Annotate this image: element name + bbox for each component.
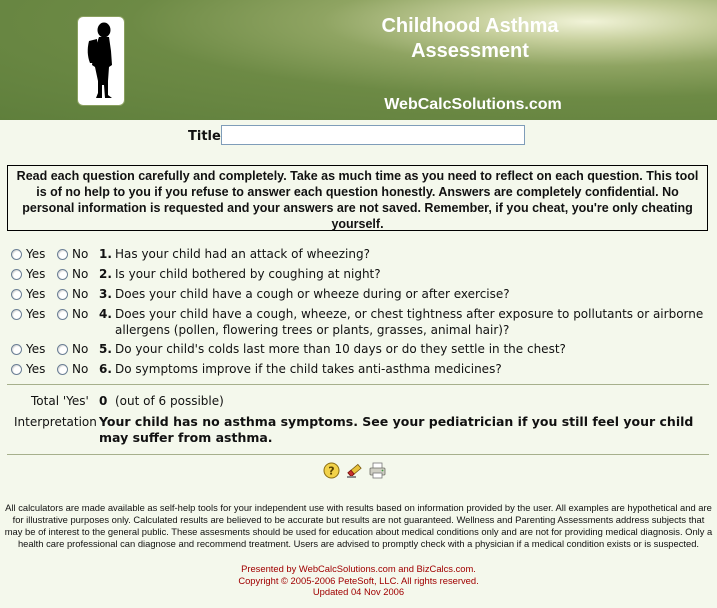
no-radio[interactable] [57, 344, 68, 355]
logo [77, 16, 125, 106]
no-option[interactable] [57, 286, 88, 302]
page-title [360, 14, 580, 64]
question-number: 5. [99, 342, 112, 356]
yes-option[interactable] [11, 306, 45, 322]
updated-date: Updated 04 Nov 2006 [312, 586, 405, 597]
eraser-icon[interactable] [346, 462, 363, 479]
page-title-line2: Assessment [411, 40, 529, 62]
page-title-line1: Childhood Asthma [381, 15, 559, 37]
no-label: No [72, 362, 89, 376]
child-silhouette-icon [84, 21, 118, 101]
question-number: 3. [99, 287, 112, 301]
yes-option[interactable] [11, 361, 45, 377]
yes-radio[interactable] [11, 249, 22, 260]
yes-radio[interactable] [11, 344, 22, 355]
page-header [0, 0, 717, 120]
yes-option[interactable] [11, 266, 45, 282]
no-option[interactable] [57, 361, 88, 377]
no-radio[interactable] [57, 289, 68, 300]
yes-label: Yes [26, 267, 46, 281]
question-number: 2. [99, 267, 112, 281]
instructions-box: Read each question carefully and completely. Take as much time as you need to reflect on each question. This tool is of no help to you if you refuse to answer each question honestly. Answers are completely confidential. No personal information is requested and your answers are not saved. Remember, if you cheat, you're only cheating yourself. [7, 165, 708, 231]
yes-radio[interactable] [11, 269, 22, 280]
question-text: Do your child's colds last more than 10 days or do they settle in the chest? [115, 342, 566, 356]
yes-label: Yes [26, 247, 46, 261]
presented-by: Presented by WebCalcSolutions.com and BizCalcs.com. [241, 563, 476, 574]
question-number: 1. [99, 247, 112, 261]
title-input[interactable] [221, 125, 525, 145]
print-icon[interactable] [369, 462, 386, 479]
no-label: No [72, 342, 89, 356]
no-option[interactable] [57, 341, 88, 357]
title-row [0, 125, 717, 147]
question-number: 6. [99, 362, 112, 376]
no-option[interactable] [57, 246, 88, 262]
no-radio[interactable] [57, 364, 68, 375]
no-option[interactable] [57, 266, 88, 282]
yes-option[interactable] [11, 246, 45, 262]
svg-text:?: ? [328, 464, 335, 478]
no-radio[interactable] [57, 249, 68, 260]
yes-label: Yes [26, 342, 46, 356]
credits [0, 563, 717, 598]
question-text: Has your child had an attack of wheezing? [115, 247, 370, 261]
divider [7, 384, 709, 385]
help-icon[interactable] [323, 462, 340, 479]
yes-label: Yes [26, 362, 46, 376]
total-label: Total 'Yes' [31, 394, 89, 408]
divider [7, 454, 709, 455]
yes-option[interactable] [11, 286, 45, 302]
question-text: Does your child have a cough, wheeze, or chest tightness after exposure to pollutants or airborne allergens (pollen, flowering trees or plants, grasses, animal hair)? [115, 307, 704, 337]
no-label: No [72, 267, 89, 281]
site-name: WebCalcSolutions.com [384, 96, 562, 113]
question-number: 4. [99, 307, 112, 321]
question-text: Is your child bothered by coughing at night? [115, 267, 381, 281]
yes-radio[interactable] [11, 289, 22, 300]
no-label: No [72, 307, 89, 321]
interpretation-label: Interpretation [14, 415, 97, 429]
no-radio[interactable] [57, 269, 68, 280]
yes-radio[interactable] [11, 364, 22, 375]
copyright: Copyright © 2005-2006 PeteSoft, LLC. All rights reserved. [238, 574, 479, 586]
no-label: No [72, 287, 89, 301]
title-label: Title [188, 129, 221, 144]
interpretation-value: Your child has no asthma symptoms. See your pediatrician if you still feel your child may suffer from asthma. [99, 414, 694, 445]
toolbar [323, 462, 386, 479]
no-option[interactable] [57, 306, 88, 322]
question-text: Do symptoms improve if the child takes anti-asthma medicines? [115, 362, 502, 376]
question-text: Does your child have a cough or wheeze during or after exercise? [115, 287, 510, 301]
yes-label: Yes [26, 307, 46, 321]
total-note: (out of 6 possible) [115, 394, 224, 408]
yes-radio[interactable] [11, 309, 22, 320]
total-value: 0 [99, 394, 108, 408]
disclaimer: All calculators are made available as self-help tools for your independent use with results based on information provided by the user. All examples are hypothetical and are for illustrative purposes only. Calculated results are believed to be accurate but results are not guaranteed. Wellness and Parenting Assessments address subjects that may be of interest to the general public. These assesments should be used for education about medical conditions only and are not for providing medical diagnosis. Only a health care professional can diagnose and recommend treatment. Users are advised to promptly check with a physician if a medical condition exists or is suspected. [4, 502, 713, 549]
no-label: No [72, 247, 89, 261]
yes-label: Yes [26, 287, 46, 301]
yes-option[interactable] [11, 341, 45, 357]
no-radio[interactable] [57, 309, 68, 320]
